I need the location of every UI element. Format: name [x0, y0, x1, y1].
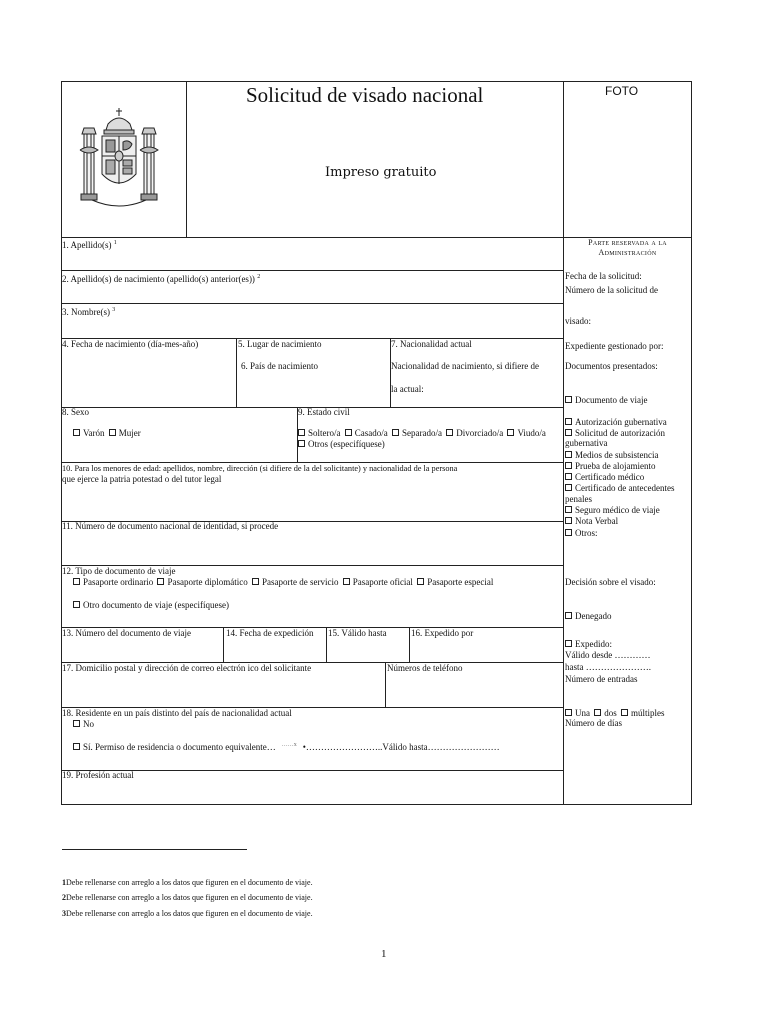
field-8-label: 8. Sexo: [62, 407, 89, 417]
admin-doc-9: Nota Verbal: [565, 516, 618, 527]
other-status-checkbox[interactable]: [298, 440, 305, 447]
field-3-box[interactable]: [61, 303, 564, 339]
field-12-label: 12. Tipo de documento de viaje: [62, 566, 176, 576]
civil-status-other: Otros (especifíquese): [298, 439, 385, 450]
field-1-label: 1. Apellido(s) $^1$: [62, 240, 117, 250]
field-10-label: 10. Para los menores de edad: apellidos, nombre, dirección (si difiere de la del solicitante) y nacionalidad de la persona: [62, 464, 458, 473]
resident-yes-checkbox[interactable]: [73, 743, 80, 750]
denegado-checkbox[interactable]: [565, 612, 572, 619]
dos-checkbox[interactable]: [594, 709, 601, 716]
footnote-rule: [62, 849, 247, 850]
solicitud-autorizacion-checkbox[interactable]: [565, 429, 572, 436]
nota-verbal-checkbox[interactable]: [565, 517, 572, 524]
other-travel-doc: Otro documento de viaje (especifíquese): [73, 600, 229, 611]
other-travel-doc-checkbox[interactable]: [73, 601, 80, 608]
field-17-label: 17. Domicilio postal y dirección de correo electrón ico del solicitante: [62, 663, 312, 673]
field-15-label: 15. Válido hasta: [328, 628, 387, 638]
page-number: 1: [381, 948, 387, 960]
field-16-label: 16. Expedido por: [411, 628, 474, 638]
admin-entradas: Número de entradas: [565, 674, 638, 684]
sex-options: Varón Mujer: [73, 428, 141, 439]
photo-label: FOTO: [605, 84, 639, 98]
field-10-label-2: que ejerce la patria potestad o del tutor legal: [62, 474, 222, 484]
service-passport-checkbox[interactable]: [252, 578, 259, 585]
admin-numero: Número de la solicitud de: [565, 285, 658, 295]
male-checkbox[interactable]: [73, 429, 80, 436]
field-17-phone-label: Números de teléfono: [387, 663, 463, 673]
admin-doc-5: Prueba de alojamiento: [565, 461, 655, 472]
form-title: Solicitud de visado nacional: [246, 83, 484, 107]
field-3-label: 3. Nombre(s) $^3$: [62, 307, 116, 317]
admin-doc-7: Certificado de antecedentes: [565, 483, 674, 494]
resident-no-checkbox[interactable]: [73, 720, 80, 727]
field-4-label: 4. Fecha de nacimiento (día-mes-año): [62, 339, 199, 349]
coat-of-arms-icon: [78, 104, 160, 212]
admin-doc-8: Seguro médico de viaje: [565, 505, 660, 516]
admin-doc-4: Medios de subsistencia: [565, 450, 659, 461]
certificado-medico-checkbox[interactable]: [565, 473, 572, 480]
admin-doc-2: Autorización gubernativa: [565, 417, 667, 428]
special-passport-checkbox[interactable]: [417, 578, 424, 585]
admin-fecha: Fecha de la solicitud:: [565, 271, 642, 281]
admin-hasta: hasta ………………….: [565, 662, 651, 672]
field-18-label: 18. Residente en un país distinto del país de nacionalidad actual: [62, 708, 292, 718]
admin-doc-10: Otros:: [565, 528, 598, 539]
field-1-box[interactable]: [61, 237, 564, 271]
multiples-checkbox[interactable]: [621, 709, 628, 716]
expedido-checkbox[interactable]: [565, 640, 572, 647]
separated-checkbox[interactable]: [392, 429, 399, 436]
admin-denegado: Denegado: [565, 611, 611, 622]
ordinary-passport-checkbox[interactable]: [73, 578, 80, 585]
otros-docs-checkbox[interactable]: [565, 529, 572, 536]
admin-numero-2: visado:: [565, 316, 591, 326]
admin-documentos: Documentos presentados:: [565, 361, 658, 371]
doc-viaje-checkbox[interactable]: [565, 396, 572, 403]
footnote-1: 1Debe rellenarse con arreglo a los datos que figuren en el documento de viaje.: [62, 878, 313, 887]
admin-doc-7b: penales: [565, 494, 592, 504]
admin-expediente: Expediente gestionado por:: [565, 341, 664, 351]
field-13-label: 13. Número del documento de viaje: [62, 628, 191, 638]
passport-options: Pasaporte ordinario Pasaporte diplomático Pasaporte de servicio Pasaporte oficial Pasaporte especial: [73, 577, 493, 588]
field-5-label: 5. Lugar de nacimiento: [238, 339, 322, 349]
female-checkbox[interactable]: [109, 429, 116, 436]
admin-expedido: Expedido:: [565, 639, 612, 650]
form-subtitle: Impreso gratuito: [325, 165, 437, 180]
field-7-label: 7. Nacionalidad actual: [391, 339, 472, 349]
autorizacion-checkbox[interactable]: [565, 418, 572, 425]
admin-doc-6: Certificado médico: [565, 472, 644, 483]
field-7-birth-label: Nacionalidad de nacimiento, si difiere de: [391, 361, 539, 371]
admin-doc-3b: gubernativa: [565, 438, 608, 448]
field-11-label: 11. Número de documento nacional de identidad, si procede: [62, 521, 279, 531]
field-7-birth-label-2: la actual:: [391, 384, 424, 394]
seguro-medico-checkbox[interactable]: [565, 506, 572, 513]
admin-doc-1: Documento de viaje: [565, 395, 647, 406]
admin-entries-options: Una dos múltiples: [565, 708, 665, 719]
resident-no: No: [73, 719, 94, 730]
admin-dias: Número de días: [565, 718, 622, 728]
married-checkbox[interactable]: [345, 429, 352, 436]
field-19-box[interactable]: [61, 770, 564, 805]
admin-doc-3: Solicitud de autorización: [565, 428, 665, 439]
admin-header: Parte reservada a la Administración: [588, 238, 667, 257]
admin-valido: Válido desde …………: [565, 650, 651, 660]
civil-status-options: Soltero/a Casado/a Separado/a Divorciado/a Viudo/a: [298, 428, 546, 439]
field-2-label: 2. Apellido(s) de nacimiento (apellido(s) anterior(es)) $^2$: [62, 274, 261, 284]
field-14-label: 14. Fecha de expedición: [226, 628, 314, 638]
antecedentes-checkbox[interactable]: [565, 484, 572, 491]
field-9-label: 9. Estado civil: [298, 407, 350, 417]
alojamiento-checkbox[interactable]: [565, 462, 572, 469]
divorced-checkbox[interactable]: [446, 429, 453, 436]
photo-box: [563, 81, 692, 238]
resident-yes: Sí. Permiso de residencia o documento equivalente… $^{\dots\dots x}$ •……………………..Válido hasta……………………: [73, 740, 500, 753]
footnote-3: 3Debe rellenarse con arreglo a los datos que figuren en el documento de viaje.: [62, 909, 313, 918]
diplomatic-passport-checkbox[interactable]: [157, 578, 164, 585]
subsistencia-checkbox[interactable]: [565, 451, 572, 458]
widowed-checkbox[interactable]: [507, 429, 514, 436]
official-passport-checkbox[interactable]: [343, 578, 350, 585]
single-checkbox[interactable]: [298, 429, 305, 436]
admin-decision: Decisión sobre el visado:: [565, 577, 656, 587]
field-19-label: 19. Profesión actual: [62, 770, 134, 780]
field-6-label: 6. País de nacimiento: [241, 361, 318, 371]
footnote-2: 2Debe rellenarse con arreglo a los datos que figuren en el documento de viaje.: [62, 893, 313, 902]
una-checkbox[interactable]: [565, 709, 572, 716]
